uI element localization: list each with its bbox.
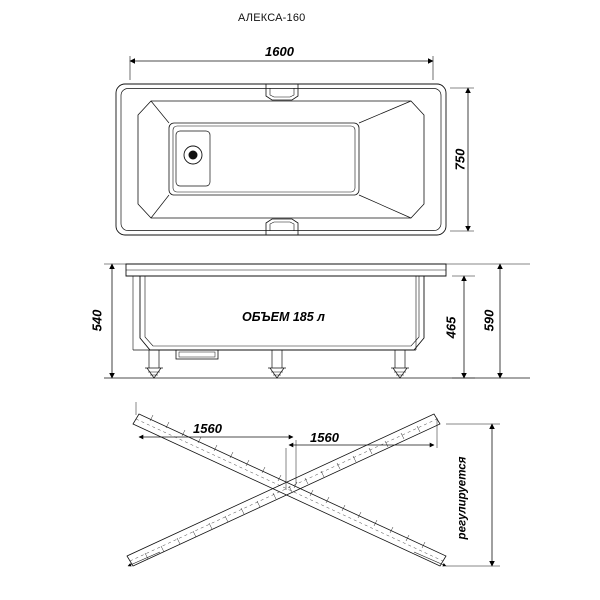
page-title: АЛЕКСА-160	[238, 12, 306, 24]
dim-label-540: 540	[89, 309, 105, 332]
ext-line-1560-right	[286, 418, 437, 490]
rail-b-center	[130, 419, 437, 561]
dim-label-1560-right: 1560	[310, 430, 339, 445]
leg-center	[268, 350, 286, 378]
handle-top-inner	[270, 88, 294, 97]
bath-bowl-bottom	[169, 123, 359, 195]
rail-b-hatch	[145, 426, 420, 559]
front-drain-box	[176, 350, 218, 359]
dim-label-1560-left: 1560	[193, 421, 222, 436]
leg-right	[391, 350, 409, 378]
dim-label-465: 465	[443, 316, 459, 339]
bath-bowl-fold-lines	[151, 101, 411, 218]
adjustable-label: регулируется	[456, 456, 469, 540]
leg-left	[145, 350, 163, 378]
rail-a-center	[136, 419, 443, 561]
ext-line-1560-left	[136, 402, 296, 484]
dim-label-750: 750	[452, 148, 468, 171]
front-drain-box-inner	[179, 352, 215, 357]
bath-outer-rim	[116, 84, 446, 235]
handle-bottom-inner	[270, 222, 294, 231]
bath-bowl-outline	[138, 101, 424, 218]
handle-bottom	[266, 219, 298, 235]
volume-label: ОБЪЕМ 185 л	[242, 310, 325, 324]
dim-label-590: 590	[481, 309, 497, 332]
frame-view-group	[127, 402, 500, 566]
handle-top	[266, 84, 298, 100]
drain-plug	[189, 151, 198, 160]
top-view-group	[116, 56, 474, 235]
ext-line-width	[130, 56, 433, 80]
dim-label-1600: 1600	[265, 44, 294, 59]
bath-bowl-bottom-inner	[173, 126, 355, 192]
bottom-left-arrow	[128, 552, 160, 566]
